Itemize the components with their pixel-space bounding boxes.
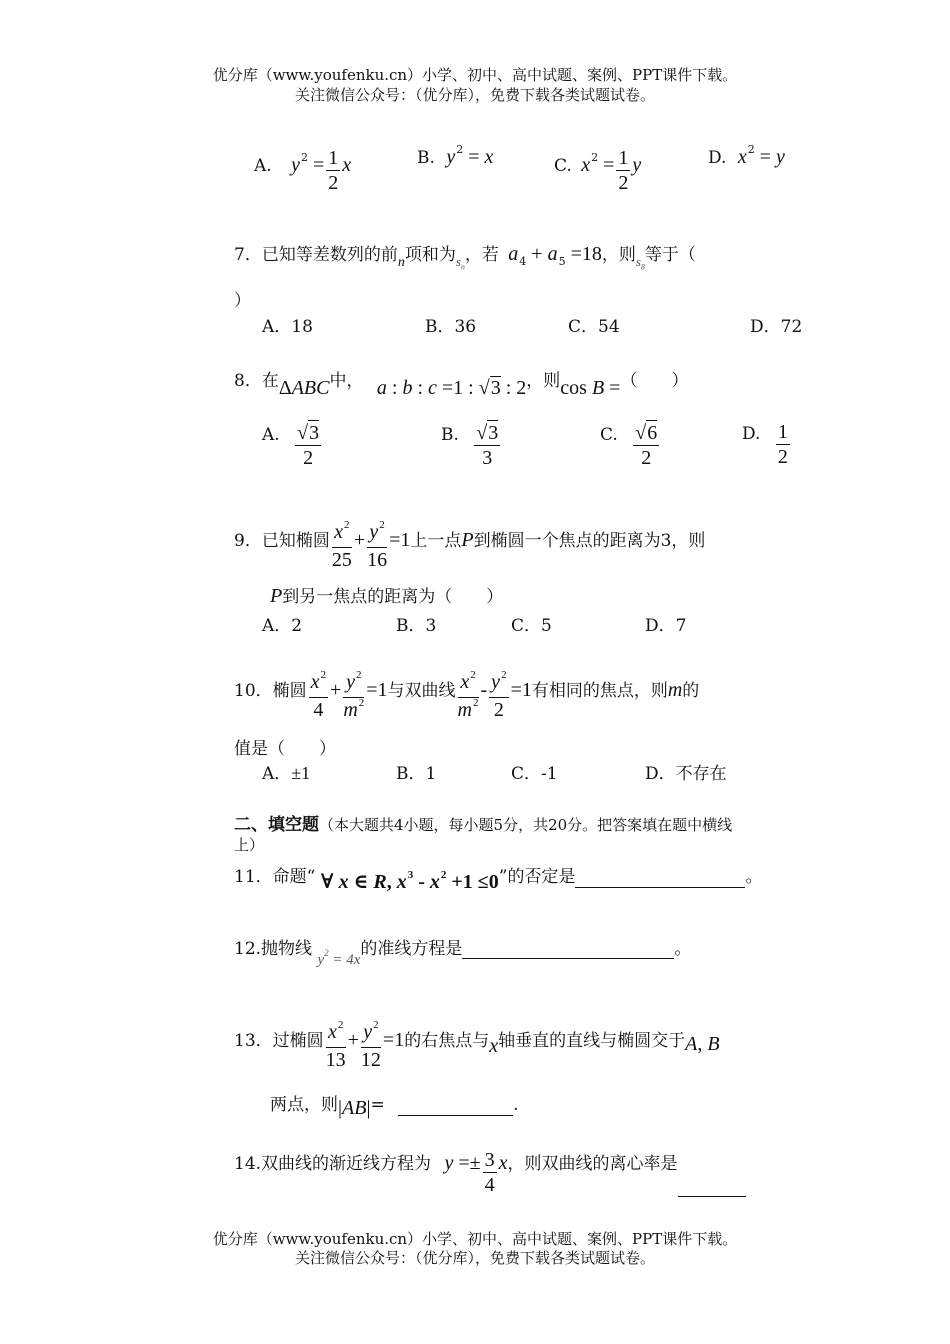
- q7-option-d: D．72: [750, 317, 803, 337]
- q8-option-d: D. $\frac{1}{2}$: [742, 421, 788, 468]
- q7-option-c: C．54: [568, 317, 620, 337]
- question-8-stem: 8．在ΔABC中， a : b : c =1 : √3 : 2，则cos B =（ ）: [234, 371, 689, 399]
- q8-option-a: A. $\frac{√3}{2}$: [262, 422, 320, 469]
- q9-option-b: B．3: [396, 616, 437, 636]
- q7-option-a: A．18: [262, 317, 313, 337]
- q7-option-b: B．36: [425, 317, 477, 337]
- q10-option-d: D．不存在: [645, 764, 727, 784]
- section-2-heading: 二、填空题（本大题共4小题，每小题5分，共20分。把答案填在题中横线: [234, 815, 733, 835]
- q6-option-a: A. $y^2$ = $\frac{1}{2}$ x: [254, 147, 352, 194]
- section-2-note-cont: 上）: [234, 836, 265, 854]
- question-7-line-1: 7．已知等差数列的前$_n$项和为$_{s_n}$，若 $a_4 + a_5 =18$，则$_{s_8}$等于（: [234, 243, 696, 272]
- question-9-line-1: 9．已知椭圆 $\frac{x^2}{25}$ + $\frac{y^2}{16}$ =1上一点P到椭圆一个焦点的距离为3，则: [234, 519, 706, 571]
- q9-option-a: A．2: [262, 616, 303, 636]
- q8-option-b: B. $\frac{√3}{3}$: [441, 422, 499, 469]
- question-12: 12.抛物线 $y^2 = 4x$的准线方程是 。: [234, 939, 692, 968]
- question-11: 11．命题“ ∀ x ∈ R, $x^3 - x^2 +1 \le 0$”的否定是 。: [234, 867, 763, 893]
- q10-option-c: C．-1: [511, 764, 558, 784]
- header-line-2: 关注微信公众号：（优分库），免费下载各类试题试卷。: [294, 86, 655, 104]
- q9-option-c: C．5: [511, 616, 552, 636]
- question-13-line-1: 13．过椭圆 $\frac{x^2}{13}$ + $\frac{y^2}{12}$ =1的右焦点与x轴垂直的直线与椭圆交于A, B: [234, 1019, 720, 1071]
- q10-option-a: A．±1: [262, 763, 311, 784]
- q8-option-c: C. $\frac{√6}{2}$: [600, 422, 658, 469]
- question-7-line-2: ）: [234, 291, 251, 311]
- q6-option-c: C. $x^2$ = $\frac{1}{2}$ y: [554, 147, 642, 194]
- question-13-line-2: 两点，则|AB|= .: [270, 1095, 519, 1119]
- footer-line-2: 关注微信公众号：（优分库），免费下载各类试题试卷。: [294, 1249, 655, 1267]
- q9-option-d: D．7: [645, 616, 687, 636]
- question-9-line-2: P到另一焦点的距离为（ ）: [270, 585, 504, 607]
- question-10-line-2: 值是（ ）: [234, 739, 336, 759]
- header-line-1: 优分库（www.youfenku.cn）小学、初中、高中试题、案例、PPT课件下载。: [212, 66, 738, 84]
- footer-line-1: 优分库（www.youfenku.cn）小学、初中、高中试题、案例、PPT课件下载。: [212, 1230, 738, 1248]
- q6-option-b: B. $y^2 = x$: [417, 143, 494, 168]
- question-10-line-1: 10．椭圆 $\frac{x^2}{4}$ + $\frac{y^2}{m^2}$ =1与双曲线 $\frac{x^2}{m^2}$ - $\frac{y^2}{2}$ =1有相同的焦点，则m的: [234, 669, 700, 721]
- question-14: 14.双曲线的渐近线方程为 y =± $\frac{3}{4}$ x，则双曲线的离心率是: [234, 1148, 746, 1197]
- q10-option-b: B．1: [396, 764, 437, 784]
- q6-option-d: D. $x^2 = y$: [708, 143, 785, 168]
